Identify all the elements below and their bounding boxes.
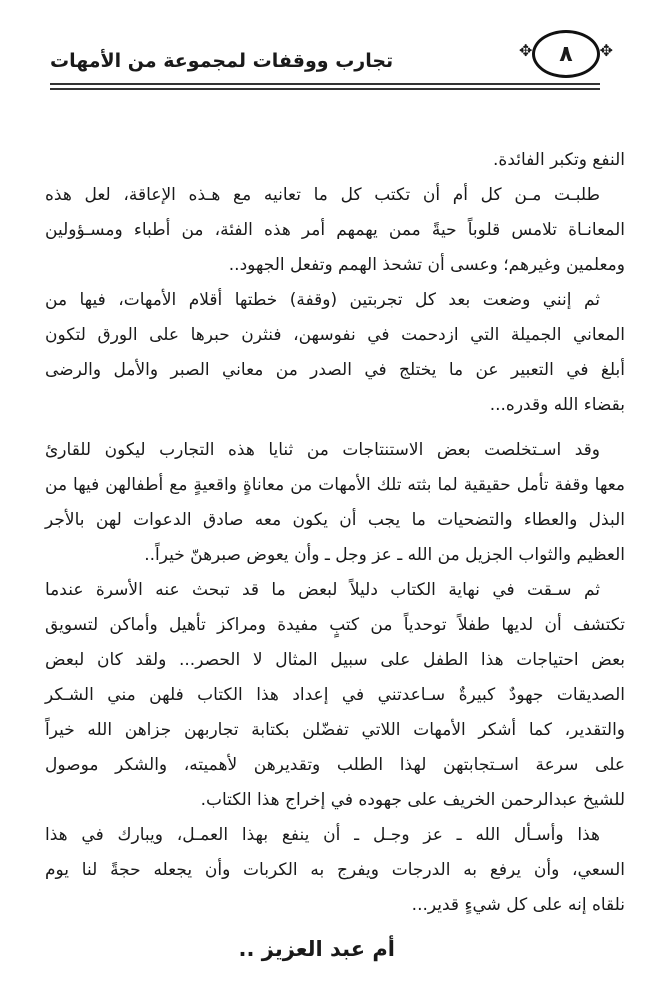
page-number: ✥ ٨ ✥ [532, 30, 600, 78]
text-line: ومعلمين وغيرهم؛ وعسى أن تشحذ الهمم وتفعل الجهود.. [228, 255, 625, 275]
running-header-title: تجارب ووقفات لمجموعة من الأمهات [50, 50, 394, 72]
text-line: معها وقفة تأمل حقيقية لما بثته تلك الأمهات من معاناةٍ واقعيةٍ مع أطفالهن فيها من [45, 475, 625, 495]
body-text [45, 0, 625, 967]
text-line: ثم سـقت في نهاية الكتاب دليلاً لبعض ما قد تبحث عنه الأسرة عندما [45, 580, 600, 600]
text-line: أبلغ في التعبير عن ما يختلج في الصدر من معاني الصبر والأمل والرضى [45, 360, 625, 380]
text-line: بقضاء الله وقدره... [489, 395, 625, 415]
text-line: العظيم والثواب الجزيل من الله ـ عز وجل ـ وأن يعوض صبرهنّ خيراً.. [144, 545, 625, 565]
text-line: المعانـاة تلامس قلوباً حيةً ممن يهمهم أمر هذه الفئة، من أطباء ومسـؤولين [45, 220, 625, 240]
text-line: البذل والعطاء والتضحيات ما يجب أن يكون معه صادق الدعوات لهن بالأجر [45, 510, 625, 530]
text-line: المعاني الجميلة التي ازدحمت في نفوسهن، فنثرن حبرها على الورق لتكون [45, 325, 625, 345]
text-line: هذا وأسـأل الله ـ عز وجـل ـ أن ينفع بهذا العمـل، ويبارك في هذا [45, 825, 600, 845]
text-line: ثم إنني وضعت بعد كل تجربتين (وقفة) خطتها أقلام الأمهات، فيها من [45, 290, 600, 310]
text-line: السعي، وأن يرفع به الدرجات ويفرج به الكربات وأن يجعله حجةً لنا يوم [45, 860, 625, 880]
text-line: نلقاه إنه على كل شيءٍ قدير... [411, 895, 625, 915]
text-line: وقد اسـتخلصت بعض الاستنتاجات من ثنايا هذه التجارب ليكون للقارئ [45, 440, 600, 460]
text-line: بعض احتياجات هذا الطفل على سبيل المثال لا الحصر... ولقد كان لبعض [45, 650, 625, 670]
text-line: طلبـت مـن كل أم أن تكتب كل ما تعانيه مع هـذه الإعاقة، لعل هذه [45, 185, 600, 205]
text-line: للشيخ عبدالرحمن الخريف على جهوده في إخراج هذا الكتاب. [200, 790, 625, 810]
text-line: على سرعة اسـتجابتهن لهذا الطلب وتقديرهن لأهميته، والشكر موصول [45, 755, 625, 775]
text-line: الصديقات جهودٌ كبيرةٌ سـاعدتني في إعداد هذا الكتاب فلهن مني الشـكر [45, 685, 625, 705]
author-signature: أم عبد العزيز .. [238, 937, 395, 961]
text-line: النفع وتكبر الفائدة. [493, 150, 625, 170]
text-line: تكتشف أن لديها طفلاً توحدياً من كتبٍ مفيدة ومراكز تأهيل وأماكن لتسويق [45, 615, 625, 635]
text-line: والتقدير، كما أشكر الأمهات اللاتي تفضّلن بكتابة تجاربهن جزاهن الله خيراً [45, 720, 625, 740]
